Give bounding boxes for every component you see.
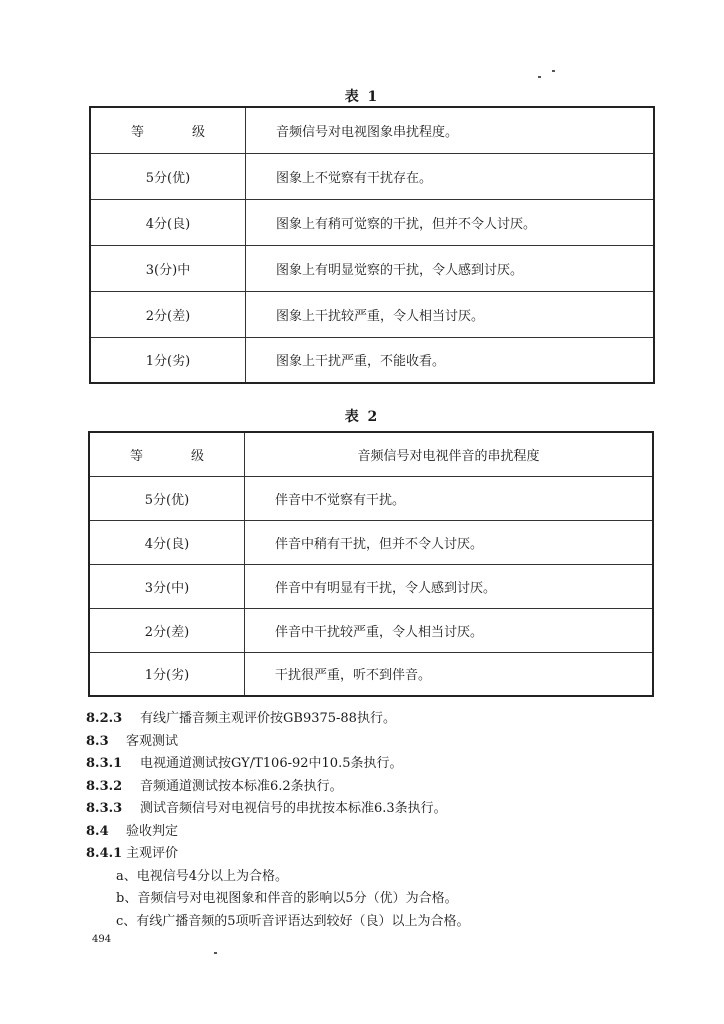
table1-grade-header-b: 级 [192, 124, 206, 140]
table1-caption: 表 1 [344, 89, 380, 105]
table2-grade-header-a: 等 [129, 448, 143, 464]
table2-desc-cell: 伴音中干扰较严重，令人相当讨厌。 [245, 608, 654, 652]
section-line [86, 708, 470, 731]
scan-speck [214, 952, 217, 954]
table2-header-row [89, 432, 653, 476]
section-text: 验收判定 [126, 823, 179, 839]
section-line [86, 776, 470, 799]
table2-desc-cell: 伴音中稍有干扰，但并不令人讨厌。 [245, 520, 654, 564]
section-number: 8.2.3 [86, 711, 123, 726]
table1-desc-cell: 图象上干扰较严重，令人相当讨厌。 [246, 291, 655, 337]
body-text [86, 708, 470, 933]
table1-desc-cell: 图象上不觉察有干扰存在。 [246, 153, 655, 199]
table-row [89, 652, 653, 696]
table1 [89, 106, 655, 384]
section-number: 8.4.1 [86, 846, 123, 861]
table2-caption: 表 2 [344, 409, 380, 425]
table2-desc-cell: 干扰很严重，听不到伴音。 [245, 652, 654, 696]
section-text: 有线广播音频主观评价按GB9375-88执行。 [140, 711, 396, 726]
table-row [89, 564, 653, 608]
section-text: 电视通道测试按GY/T106-92中10.5条执行。 [140, 756, 403, 771]
section-number: 8.3.1 [86, 756, 123, 771]
table-row [89, 476, 653, 520]
table2-desc-cell: 伴音中不觉察有干扰。 [245, 476, 654, 520]
table-row [89, 608, 653, 652]
list-item: c、有线广播音频的5项听音评语达到较好（良）以上为合格。 [116, 913, 470, 929]
table-row [90, 337, 654, 383]
table1-desc-cell: 图象上有稍可觉察的干扰，但并不令人讨厌。 [246, 199, 655, 245]
table2 [88, 431, 654, 697]
table1-desc-header: 音频信号对电视图象串扰程度。 [246, 107, 655, 153]
section-number: 8.3.3 [86, 801, 123, 816]
table1-grade-cell: 5分(优) [90, 153, 246, 199]
section-text: 测试音频信号对电视信号的串扰按本标准6.3条执行。 [140, 801, 447, 816]
section-text: 主观评价 [126, 846, 179, 861]
table-row [90, 291, 654, 337]
table1-grade-cell: 4分(良) [90, 199, 246, 245]
table1-grade-cell: 3(分)中 [90, 245, 246, 291]
table-row [90, 153, 654, 199]
table1-grade-header [90, 107, 246, 153]
section-number: 8.4 [86, 823, 109, 839]
table2-grade-header [89, 432, 245, 476]
table2-grade-cell: 2分(差) [89, 608, 245, 652]
table2-grade-cell: 1分(劣) [89, 652, 245, 696]
scan-speck [552, 70, 555, 72]
section-number: 8.3 [86, 733, 109, 749]
table1-desc-cell: 图象上干扰严重，不能收看。 [246, 337, 655, 383]
table1-header-row [90, 107, 654, 153]
section-line [86, 843, 470, 866]
section-text: 客观测试 [126, 733, 179, 749]
table1-grade-cell: 2分(差) [90, 291, 246, 337]
section-line [86, 821, 470, 844]
scan-speck [538, 76, 541, 78]
table-row [90, 245, 654, 291]
table2-desc-header: 音频信号对电视伴音的串扰程度 [245, 432, 654, 476]
table2-grade-cell: 3分(中) [89, 564, 245, 608]
list-item: b、音频信号对电视图象和伴音的影响以5分（优）为合格。 [116, 891, 458, 906]
list-item: a、电视信号4分以上为合格。 [116, 868, 289, 884]
section-text: 音频通道测试按本标准6.2条执行。 [140, 778, 343, 794]
page-number: 494 [92, 934, 112, 945]
table2-desc-cell: 伴音中有明显有干扰，令人感到讨厌。 [245, 564, 654, 608]
section-line [86, 798, 470, 821]
section-number: 8.3.2 [86, 778, 123, 794]
table-row [89, 520, 653, 564]
table1-desc-cell: 图象上有明显觉察的干扰，令人感到讨厌。 [246, 245, 655, 291]
table2-grade-header-b: 级 [191, 448, 205, 464]
table2-grade-cell: 4分(良) [89, 520, 245, 564]
table1-grade-cell: 1分(劣) [90, 337, 246, 383]
section-line [86, 753, 470, 776]
section-line [86, 731, 470, 754]
table1-grade-header-a: 等 [130, 124, 144, 140]
table2-grade-cell: 5分(优) [89, 476, 245, 520]
table-row [90, 199, 654, 245]
